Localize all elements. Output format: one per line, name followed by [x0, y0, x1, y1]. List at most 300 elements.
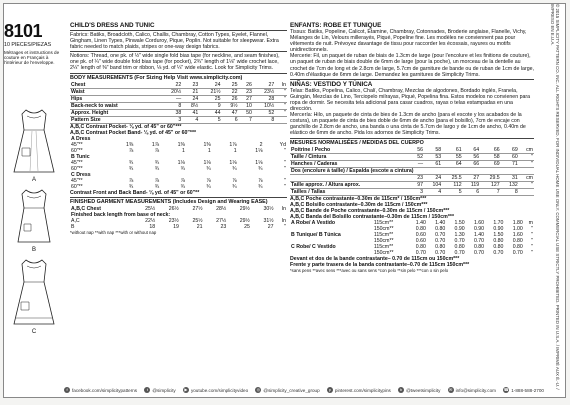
row-label: Waist — [70, 88, 160, 95]
cell: 44 — [199, 109, 221, 116]
row-label: 60"** — [71, 183, 83, 190]
footer-text: @simplicity_creative_group — [263, 387, 320, 393]
social-footer — [64, 385, 544, 395]
view-label: A Dress — [71, 135, 91, 142]
row-label: 150cm** — [373, 249, 394, 256]
cell: 1.40 — [473, 231, 485, 238]
cell: 0.70 — [435, 231, 446, 238]
cell: 1.60 — [473, 219, 485, 226]
cell: 3 — [411, 188, 424, 195]
cell: 24 — [182, 95, 199, 102]
cell: 1.30 — [454, 231, 465, 238]
cell: 4 — [182, 116, 199, 123]
cell: 0.70 — [454, 237, 465, 244]
english-title: CHILD'S DRESS AND TUNIC — [70, 22, 155, 29]
cell: " — [531, 231, 533, 238]
view-label: C Dress — [71, 171, 91, 178]
cell: 1⅛ — [255, 159, 263, 166]
cell: 26½ — [168, 205, 179, 212]
footer-text: facebook.com/simplicitypatterns — [72, 387, 138, 393]
divider — [290, 79, 534, 80]
cell: ⅞ — [232, 177, 237, 184]
cell: " — [275, 88, 287, 95]
cell: 2 — [259, 141, 263, 148]
table-row — [290, 153, 534, 160]
row-label: Poitrine / Pecho — [290, 147, 411, 154]
cell: 0.70 — [435, 249, 446, 256]
cell: 8 — [160, 102, 182, 109]
cell: 27 — [463, 174, 480, 181]
cell: 1⅛ — [177, 159, 185, 166]
cell: 0.80 — [512, 243, 523, 250]
bande-line: Devant et dos de la bande contrastante– 0.70 de 115cm ou 150cm*** — [290, 255, 460, 262]
cell: 5 — [442, 188, 463, 195]
cell: — — [411, 160, 424, 167]
cell: " — [284, 165, 286, 172]
cell: ¾ — [232, 183, 237, 190]
cell: 0.90 — [473, 225, 485, 232]
cell: 25.5 — [442, 174, 463, 181]
footer-text: @tweetsimplicity — [406, 387, 441, 393]
pinterest-icon: p — [328, 387, 332, 392]
cell: ¾ — [258, 165, 263, 172]
cell: 10 — [239, 102, 253, 109]
figure-label-b: B — [31, 247, 36, 253]
cell: 71 — [501, 160, 519, 167]
english-column — [70, 22, 287, 235]
figure-label-a: A — [31, 177, 36, 183]
cell: 29.5 — [480, 174, 501, 181]
divider — [290, 138, 534, 139]
cell: 22½ — [145, 217, 156, 224]
figure-view-c — [8, 258, 60, 335]
row-label: Taille approx. / Altura aprox. — [290, 181, 411, 188]
cell: 0.80 — [473, 243, 485, 250]
row-label: 150cm** — [373, 225, 394, 232]
cell: 0.80 — [493, 237, 504, 244]
row-label: Back-neck to waist — [70, 102, 160, 109]
footer-text: pinterest.com/simplicitypins — [334, 387, 391, 393]
tissus-text: Tissus: Batiks, Popeline, Calicot, Étamine, Chambray, Cotonnades, Broderie anglaise, Flanelle, Vichy, Mélanges de Lin, Velours millerayés, Piqué, Popeline fine. Les modèles ne conviennent pas pour vêtements de nuit. Prévoyez davantage de tissu pour raccorder les écossais, rayures ou motifs unidirectionnels. — [290, 29, 527, 54]
divider — [70, 30, 287, 31]
row-label: 60"** — [71, 165, 83, 172]
cell: 1 — [182, 147, 185, 154]
cell: 24 — [199, 82, 221, 89]
row-label: A,B,C Chest — [71, 205, 101, 212]
figure-label-c: C — [31, 329, 37, 335]
phone-icon: ☎ — [503, 387, 509, 392]
row-label: Chest — [70, 82, 160, 89]
cell: 61 — [442, 147, 463, 154]
cell: — — [160, 95, 182, 102]
row-label: 115cm** — [373, 243, 394, 250]
bande-poche-line: A,B,C Bande de Poche contrastante–0.30m de 115cm / 150cm*** — [290, 207, 450, 214]
poche-line: A,B,C Poche contrastante–0.30m de 115cm* / 150cm*** — [290, 195, 427, 202]
cell: 25 — [244, 223, 250, 230]
cell: ⅞ — [154, 147, 160, 154]
cell: 18 — [149, 223, 156, 230]
footer-twitter[interactable] — [144, 387, 175, 393]
cell: 104 — [424, 181, 442, 188]
metric-measurements-title: MESURES NORMALISÉES / MEDIDAS DEL CUERPO — [290, 139, 424, 146]
cell: 26 — [222, 95, 239, 102]
cell: ¾ — [128, 159, 134, 166]
cell: ⅞ — [154, 177, 160, 184]
cell: " — [275, 95, 287, 102]
cell: 27 — [253, 82, 275, 89]
cell: 0.80 — [415, 225, 426, 232]
table-row — [70, 109, 287, 116]
side-strip-text: © 2015 SIMPLICITY PATTERN CO. INC. ALL RIGHTS RESERVED. FOR INDIVIDUAL HOME USE ONLY. COMMERCIAL USE STRICTLY PROHIBITED. PRINTED IN U.S.A. / IMPRIMÉ AUX É.-U. / IMPRESO EN E.U.A. — [549, 4, 560, 390]
cell: 1⅜ — [177, 141, 185, 148]
email-icon: ✉ — [448, 387, 453, 392]
cell: 31½ — [263, 217, 274, 224]
cell: 24 — [424, 174, 442, 181]
cell: " — [531, 243, 533, 250]
cell: 10½ — [253, 102, 275, 109]
row-label: B — [71, 223, 75, 230]
contrast-pocket-band-line: A,B,C Contrast Pocket Band- ⅛ yd. of 45" or 60"*** — [70, 129, 197, 136]
cell: 1⅛ — [255, 147, 263, 154]
cell: 26 — [239, 82, 253, 89]
cell: 6 — [222, 116, 239, 123]
row-label: 115cm** — [373, 231, 394, 238]
cell: 55 — [442, 153, 463, 160]
cell: 0.70 — [454, 249, 465, 256]
metric-yardage-table — [290, 220, 534, 256]
cell: 1⅞ — [151, 141, 160, 148]
cell: 0.70 — [415, 249, 426, 256]
contrast-band-line: Contrast Front and Back Band- ⅛ yd. of 45" or 60"** — [70, 189, 200, 196]
view-label: B Tunique/ B Túnica — [291, 231, 341, 238]
telas-text: Telas: Batiks, Popelina, Calico, Chalí, Chambray, Mezclas de algodones, Bordado inglés, Franela, Guingán, Mezclas de Lino, Terciopelo milrayas, Piqué, Popelina fina. Estos modelos no convienen para ropa de dormir. Se necesita tela adicional para casar cuadros, rayas o telas estampadas en una dirección. — [290, 87, 531, 113]
cell: 27½ — [216, 217, 227, 224]
blog-icon: b — [399, 387, 403, 392]
cell: 1.80 — [512, 219, 523, 226]
row-label: Finished back length from base of neck: — [71, 211, 171, 218]
sizes-row — [290, 188, 534, 195]
footer-facebook[interactable] — [64, 387, 137, 393]
cell: 0.80 — [454, 243, 465, 250]
cell: 56 — [411, 147, 424, 154]
nap-footnote: *without nap **with nap ***with or without nap — [70, 229, 157, 235]
left-column — [4, 22, 62, 66]
cell: 0.70 — [435, 237, 446, 244]
cell: ⅞ — [180, 177, 185, 184]
twitter-icon: t — [144, 387, 150, 393]
figure-view-b — [8, 188, 60, 253]
view-label: C Robe/ C Vestido — [291, 243, 336, 250]
cell: 58 — [424, 147, 442, 154]
cell: 0.60 — [415, 231, 426, 238]
cell: ⅞ — [128, 177, 134, 184]
cell: " — [284, 159, 286, 166]
cell: 22 — [160, 82, 182, 89]
row-label: A,C — [71, 217, 80, 224]
cell: 0.80 — [493, 243, 504, 250]
row-label: Hanches / Caderas — [290, 160, 411, 167]
cell: 7 — [480, 188, 501, 195]
cell: 1.70 — [493, 219, 504, 226]
body-measurements-title: BODY MEASUREMENTS (For Sizing Help Visit www.simplicity.com) — [70, 74, 243, 81]
spanish-title: NIÑAS: VESTIDO Y TÚNICA — [290, 80, 373, 88]
cell: ¾ — [180, 183, 185, 190]
cell: 3 — [160, 116, 182, 123]
row-label: 45"** — [71, 177, 83, 184]
row-label: 60"** — [71, 147, 83, 154]
cell: 1.40 — [435, 219, 446, 226]
cell: 8½ — [182, 102, 199, 109]
cell: 22 — [222, 88, 239, 95]
notions-text: Notions: Thread, one pk. of ½" wide single fold bias tape (for neckline, and seam finishes), one pk. of ¼" wide double fold bias tape (for pocket), 2¾" length of 1⅛" wide crochet lace, 2¼" length of ⅜" band trim or ribbon, ⅛ yd. of ¼" wide elastic. Look for Simplicity Trims. — [70, 53, 280, 72]
cell: 0.90 — [454, 225, 465, 232]
cell: ¾ — [154, 165, 160, 172]
cell: " — [519, 181, 534, 188]
cell: 52 — [253, 109, 275, 116]
cell: 0.80 — [435, 225, 446, 232]
side-strip — [543, 4, 560, 395]
row-label: 115cm** — [373, 219, 394, 226]
table-row — [290, 167, 534, 174]
footer-text: youtube.com/simplicityvideo — [190, 387, 249, 393]
cell: 69 — [480, 160, 501, 167]
cell: 1⅛ — [203, 159, 211, 166]
cell: Yd — [279, 141, 286, 148]
footer-pinterest[interactable] — [327, 387, 391, 393]
cell: 25 — [222, 82, 239, 89]
row-label: Tailles / Tallas — [290, 188, 411, 195]
dress-a-icon — [8, 108, 60, 176]
cell: 112 — [442, 181, 463, 188]
facebook-icon: f — [64, 387, 70, 393]
pieces-count: 10 PIECES/PIEZAS — [4, 42, 52, 48]
finished-measurements-table — [70, 206, 287, 230]
sens-footnote: *sans pens **avec sens ***avec ou sans sens *con pelo **sin pelo ***con o sin pelo — [290, 268, 449, 274]
cell: 23 — [239, 88, 253, 95]
cell: 25½ — [192, 217, 203, 224]
cell: 7 — [239, 116, 253, 123]
cell: 21 — [182, 88, 199, 95]
cell: 23 — [220, 223, 227, 230]
cell: 1⅞ — [229, 141, 237, 148]
row-label: Hips — [70, 95, 160, 102]
cell: ⅞ — [258, 177, 263, 184]
row-label: Pattern Size — [70, 116, 160, 123]
cell: 27½ — [192, 205, 203, 212]
cell: 9 — [199, 102, 221, 109]
cell: 1.50 — [454, 219, 465, 226]
cell: 25½ — [145, 205, 156, 212]
french-spanish-column — [290, 22, 534, 273]
cell: 1.50 — [493, 231, 504, 238]
row-label: Taille / Cintura — [290, 153, 411, 160]
footer-text: info@simplicity.com — [455, 387, 496, 393]
cell: 132 — [501, 181, 519, 188]
cell: " — [284, 223, 286, 230]
cell: " — [284, 183, 286, 190]
footer-instagram[interactable] — [255, 387, 319, 393]
figure-view-a — [8, 108, 60, 183]
cell: 47 — [222, 109, 239, 116]
cell: " — [284, 177, 286, 184]
contrast-pocket-line: A,B,C Contrast Pocket- ⅛ yd. of 45" or 60"*** — [70, 123, 182, 130]
footer-youtube[interactable] — [183, 387, 248, 393]
mercerie-text: Mercerie: Fil, un paquet de ruban de biais de 1.3cm de large (pour l'encolure et les finitions de couture), un paquet de ruban de biais double de 6mm de large (pour la poche), un morceau de la dentelle au crochet de 7cm de long et de 2.8cm de large, 5.7cm de garniture de bande ou de ruban de 1cm de large, 0.40m d'élastique de 6mm de large. Demandez les garnitures de Simplicity Trims. — [290, 53, 534, 78]
body-measurements-table — [70, 82, 287, 124]
cell: 60 — [501, 153, 519, 160]
fabrics-text: Fabrics: Batiks, Broadcloth, Calico, Challis, Chambray, Cotton Types, Eyelet, Flannel, Gingham, Linen Types, Pinwale Corduroy, Pique, Poplin. Not suitable for sleepwear. Extra fabric needed to match plaids, stripes or one-way design fabrics. — [70, 32, 279, 51]
row-label: 45"** — [71, 159, 83, 166]
cell: 0.80 — [415, 243, 426, 250]
cell: 0.80 — [512, 237, 523, 244]
cell: ⅞ — [128, 147, 134, 154]
cell: ¾ — [258, 183, 263, 190]
cell: 28½ — [216, 205, 227, 212]
table-row — [290, 174, 534, 181]
cell: ¾ — [206, 183, 211, 190]
cell: cm — [519, 147, 534, 154]
cell: ¾ — [128, 165, 134, 172]
table-row — [290, 160, 534, 167]
cell: In — [281, 205, 286, 212]
cell: 64 — [442, 160, 463, 167]
dress-c-icon — [8, 258, 60, 328]
cell: 53 — [424, 153, 442, 160]
row-label: Approx. Height — [70, 109, 160, 116]
cell: " — [531, 237, 533, 244]
cell: 20½ — [160, 88, 182, 95]
cell: " — [531, 249, 533, 256]
cell: 0.70 — [493, 249, 504, 256]
cell: " — [284, 147, 286, 154]
cell: 41 — [182, 109, 199, 116]
cell: 0.90 — [493, 225, 504, 232]
cell: 1⅜ — [203, 141, 211, 148]
pattern-size-row — [70, 116, 287, 123]
cell: 1.00 — [512, 225, 523, 232]
cell: 6 — [463, 188, 480, 195]
view-label: A Robe/ A Vestido — [291, 219, 336, 226]
cell: 1.40 — [415, 219, 426, 226]
bolsillo-line: A,B,C Bolsillo contrastante–0.30m de 115cm / 150cm*** — [290, 201, 428, 208]
cell: " — [519, 153, 534, 160]
row-label: Dos (encolure à taille) / Espalda (escote a cintura) — [290, 167, 534, 174]
banda-bolsillo-line: A,B,C Banda del Bolsillo contrastante–0.30m de 115cm / 150cm*** — [290, 213, 454, 220]
cell: 29½ — [239, 205, 250, 212]
cell: 27 — [267, 223, 274, 230]
cell: cm — [519, 174, 534, 181]
footer-phone[interactable] — [503, 387, 544, 393]
cell: 25 — [199, 95, 221, 102]
merceria-text: Mercería: Hilo, un paquete de cinta de bies de 1.3cm de ancho (para el escote y los acabados de la costura), un paquete de cinta de bies doble de 6mm de ancho (para el bolsillo), 7cm de encaje con ganchillo de 2.8cm de ancho, una banda o una cinta de 5.7cm de largo y de 1cm de ancho, 0.40m de elástico de 6mm de ancho. Pida los adornos de Simplicity Trims. — [290, 112, 526, 137]
table-row — [70, 88, 287, 95]
cell: ¾ — [232, 165, 237, 172]
view-label: B Tunic — [71, 153, 90, 160]
cell: ¾ — [128, 183, 134, 190]
row-label: 150cm** — [373, 237, 394, 244]
finished-measurements-title: FINISHED GARMENT MEASUREMENTS (Includes Design and Wearing EASE) — [70, 198, 268, 205]
cell: 1⅜ — [125, 141, 134, 148]
table-row — [70, 95, 287, 102]
cell: 66 — [463, 160, 480, 167]
cell: 97 — [411, 181, 424, 188]
cell: 38 — [160, 109, 182, 116]
footer-text: 1-888-588-2700 — [511, 387, 544, 393]
cell: ¾ — [154, 159, 160, 166]
cell: 1⅛ — [229, 159, 237, 166]
pattern-number: 8101 — [4, 21, 43, 41]
divider — [70, 73, 287, 74]
cell: " — [275, 102, 287, 109]
cell: 61 — [424, 160, 442, 167]
cell: 31 — [501, 174, 519, 181]
cell: ¾ — [180, 165, 185, 172]
cell: 21 — [196, 223, 203, 230]
cell: 64 — [463, 147, 480, 154]
cell: 30½ — [263, 205, 274, 212]
divider — [70, 197, 287, 198]
cell: 8 — [253, 116, 275, 123]
cell: 0.70 — [473, 249, 485, 256]
cell: 119 — [463, 181, 480, 188]
footer-text: @simplicity — [152, 387, 176, 393]
cell: 19 — [173, 223, 179, 230]
cell: 28 — [253, 95, 275, 102]
cell: 5 — [199, 116, 221, 123]
yardage-table — [70, 136, 287, 190]
cell: 69 — [501, 147, 519, 154]
cell: 23 — [411, 174, 424, 181]
cell: 50 — [239, 109, 253, 116]
footer-blog[interactable] — [398, 387, 440, 393]
cell: " — [531, 225, 533, 232]
cell: 23 — [182, 82, 199, 89]
cell: 27 — [239, 95, 253, 102]
youtube-icon: ▶ — [184, 387, 188, 392]
cell: 23½ — [168, 217, 179, 224]
cell: ¾ — [154, 183, 160, 190]
cell: 52 — [411, 153, 424, 160]
cell: " — [519, 160, 534, 167]
cell: 23½ — [253, 88, 275, 95]
metric-measurements-table — [290, 147, 534, 196]
tunic-b-icon — [8, 188, 60, 246]
cell: 21½ — [199, 88, 221, 95]
cell: 29½ — [239, 217, 250, 224]
cell: 0.70 — [512, 249, 523, 256]
footer-email[interactable] — [448, 387, 496, 393]
cell: ¾ — [206, 165, 211, 172]
french-note: Métrages et instructions de couture en Français à l'intérieur de l'enveloppe. — [4, 50, 60, 66]
cell: 8 — [501, 188, 519, 195]
cell: 1 — [233, 147, 237, 154]
cell: 0.80 — [435, 243, 446, 250]
cell: 9½ — [222, 102, 239, 109]
cell: m — [528, 219, 533, 226]
cell: 66 — [480, 147, 501, 154]
cell: 4 — [424, 188, 442, 195]
cell: 1 — [207, 147, 211, 154]
cell: 58 — [480, 153, 501, 160]
banda-line: Frente y parte trasera de la banda contrastante–0.70 de 115cm 150cm*** — [290, 261, 470, 268]
cell: ⅞ — [206, 177, 211, 184]
cell: 56 — [463, 153, 480, 160]
cell: 0.60 — [415, 237, 426, 244]
cell: 0.70 — [473, 237, 485, 244]
instagram-icon: ◎ — [256, 387, 261, 392]
french-title: ENFANTS: ROBE ET TUNIQUE — [290, 22, 382, 29]
cell: In — [275, 82, 287, 89]
